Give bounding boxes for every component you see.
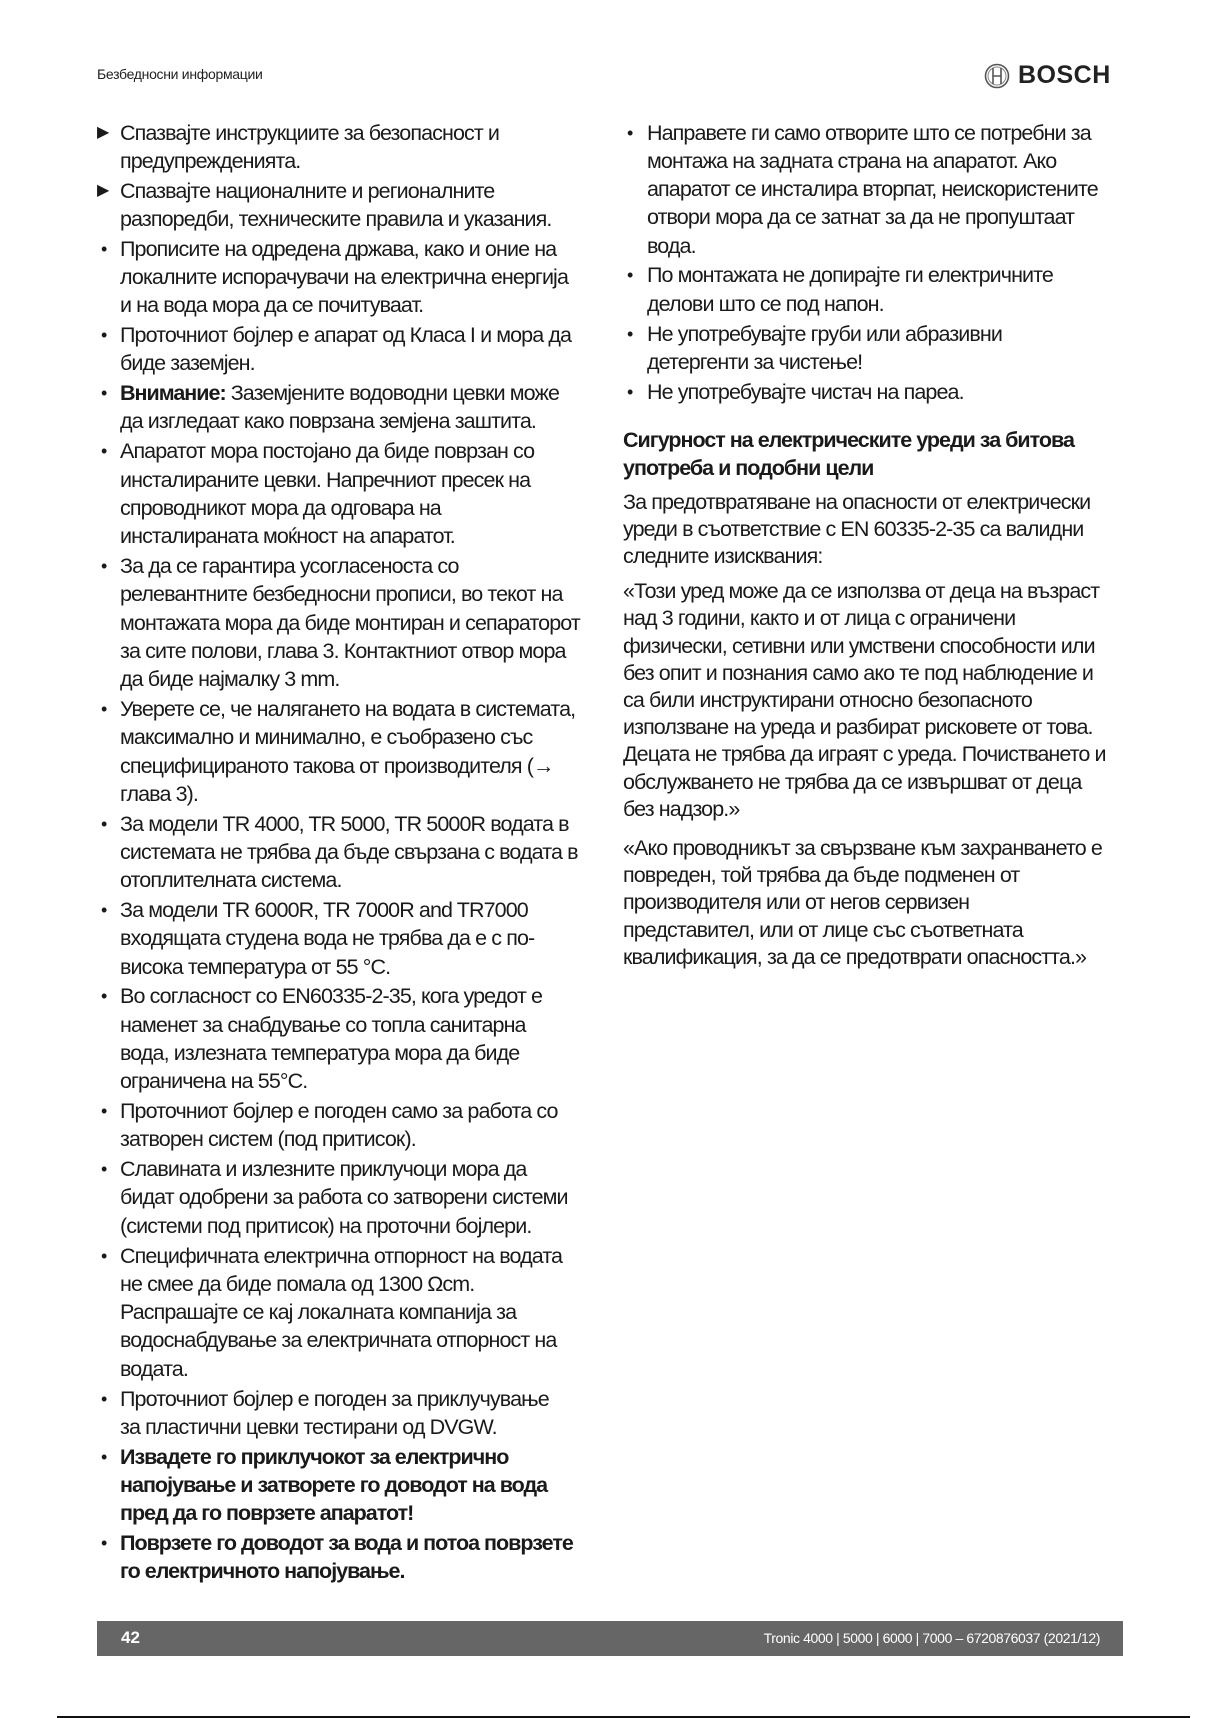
list-item-text <box>623 119 1123 260</box>
text-line: уреди в съответствие с EN 60335-2-35 са валидни <box>623 516 1084 541</box>
line-text: релевантните безбедносни прописи, во текот на <box>120 582 563 607</box>
text-line <box>120 665 597 693</box>
text-line: представител, или от лице със съответната <box>623 917 1023 942</box>
line-text: за сите полови, глава 3. Контактниот отвор мора <box>120 638 566 663</box>
text-line <box>647 290 1123 318</box>
line-text: Во согласност со EN60335-2-35, кога уредот е <box>120 984 543 1009</box>
line-text: глава 3). <box>120 781 198 806</box>
bullet-icon: • <box>101 325 108 346</box>
list-item-text <box>97 810 597 895</box>
line-text: Проточниот бојлер е апарат од Класа I и мора да <box>120 323 572 348</box>
text-line <box>120 407 597 435</box>
text-line <box>120 1039 597 1067</box>
bullet-icon: • <box>627 323 634 344</box>
text-line <box>120 1471 597 1499</box>
list-item <box>97 695 597 808</box>
list-item <box>623 261 1123 318</box>
text-line <box>120 1212 597 1240</box>
list-item-text <box>97 177 597 234</box>
line-text: По монтажата не допирајте ги електричните <box>647 263 1053 288</box>
bullet-icon: • <box>101 986 108 1007</box>
line-text: биде заземјен. <box>120 351 255 376</box>
bullet-icon: • <box>101 1245 108 1266</box>
text-line <box>120 1413 597 1441</box>
line-text: да изгледаат како поврзана земјена заштита. <box>120 409 536 434</box>
line-text: ограничена на 55°C. <box>120 1069 308 1094</box>
bullet-icon: • <box>101 555 108 576</box>
text-line <box>120 1183 597 1211</box>
text-line <box>120 1529 597 1557</box>
text-line <box>120 263 597 291</box>
line-text: За модели TR 4000, TR 5000, TR 5000R водата в <box>120 811 569 836</box>
line-text: отоплителната система. <box>120 868 342 893</box>
bosch-logo <box>984 61 1111 90</box>
text-line <box>647 348 1123 376</box>
list-item <box>97 1097 597 1154</box>
text-line <box>120 1499 597 1527</box>
triangle-bullet-icon: ▶ <box>97 123 110 141</box>
list-item <box>97 1443 597 1528</box>
line-text: го електричното напојување. <box>120 1559 405 1584</box>
page-footer <box>97 1621 1123 1656</box>
bullet-icon: • <box>101 1388 108 1409</box>
text-line <box>647 147 1123 175</box>
text-line <box>120 177 597 205</box>
page-number: 42 <box>121 1628 140 1647</box>
line-text: да биде најмалку 3 mm. <box>120 667 340 692</box>
line-text: делови што се под напон. <box>647 291 884 316</box>
warning-label: Внимание: <box>120 381 226 406</box>
text-line <box>647 320 1123 348</box>
line-text: Распрашајте се кај локалната компанија за <box>120 1300 517 1325</box>
text-line <box>120 147 597 175</box>
text-line: са били инструктирани относно безопасното <box>623 687 1032 712</box>
list-item-text <box>97 1443 597 1528</box>
text-line <box>120 752 597 780</box>
text-line <box>120 896 597 924</box>
list-item <box>97 982 597 1095</box>
text-line <box>120 1270 597 1298</box>
line-text: напојување и затворете го доводот на вода <box>120 1472 548 1497</box>
text-line <box>120 235 597 263</box>
text-line <box>120 1557 597 1585</box>
text-line <box>120 522 597 550</box>
line-text: апаратот се инсталира вторпат, неискористените <box>647 177 1098 202</box>
bullet-icon: • <box>627 122 634 143</box>
line-text: За модели TR 6000R, TR 7000R and TR7000 <box>120 898 528 923</box>
text-line <box>120 1298 597 1326</box>
bullet-icon: • <box>101 1159 108 1180</box>
line-text: системата не трябва да бъде свързана с водата в <box>120 839 578 864</box>
left-column <box>97 117 597 1586</box>
list-item <box>97 1242 597 1383</box>
line-text: Проточниот бојлер е погоден за приклучување <box>120 1386 549 1411</box>
text-line <box>120 838 597 866</box>
text-line <box>120 1385 597 1413</box>
text-line <box>120 291 597 319</box>
list-item-text <box>97 1097 597 1154</box>
list-item <box>623 320 1123 377</box>
text-line <box>647 203 1123 231</box>
text-line <box>647 232 1123 260</box>
list-item-text <box>97 379 597 436</box>
line-text: Уверете се, че налягането на водата в системата, <box>120 696 576 721</box>
line-text: Не употребувајте груби или абразивни <box>647 321 1002 346</box>
list-item <box>623 378 1123 406</box>
text-line <box>120 866 597 894</box>
line-text: за пластични цевки тестирани од DVGW. <box>120 1414 497 1439</box>
text-line <box>120 379 597 407</box>
text-line: физически, сетивни или умствени способности или <box>623 633 1095 658</box>
list-item <box>97 1385 597 1442</box>
text-line <box>120 552 597 580</box>
list-item-text <box>97 982 597 1095</box>
list-item-text <box>97 896 597 981</box>
line-text: (системи под притисок) на проточни бојлери. <box>120 1213 532 1238</box>
text-line: следните изисквания: <box>623 543 823 568</box>
paragraph <box>623 578 1123 823</box>
text-line <box>120 1097 597 1125</box>
list-item <box>97 810 597 895</box>
line-text: бидат одобрени за работа со затворени системи <box>120 1185 568 1210</box>
text-line: производителя или от негов сервизен <box>623 890 970 915</box>
bullet-icon: • <box>101 238 108 259</box>
text-line <box>120 695 597 723</box>
list-item <box>623 119 1123 260</box>
text-line <box>120 1011 597 1039</box>
text-line <box>120 494 597 522</box>
line-text: отвори мора да се затнат за да не пропуштаат <box>647 205 1075 230</box>
line-text: водоснабдување за електричната отпорност на <box>120 1328 557 1353</box>
list-item <box>97 1529 597 1586</box>
text-line <box>120 924 597 952</box>
text-line <box>120 609 597 637</box>
text-line: без опит и познания само ако те под наблюдение и <box>623 660 1093 685</box>
line-text: вода. <box>647 233 696 258</box>
list-item-text <box>623 378 1123 406</box>
right-column <box>623 117 1123 971</box>
list-item-text <box>97 437 597 550</box>
text-line <box>120 780 597 808</box>
line-text: Проточниот бојлер е погоден само за работа со <box>120 1099 558 1124</box>
text-line: повреден, той трябва да бъде подменен от <box>623 863 1020 888</box>
text-line <box>120 1242 597 1270</box>
section-heading <box>623 426 1123 483</box>
bullet-icon: • <box>627 381 634 402</box>
text-line <box>120 321 597 349</box>
bullet-icon: • <box>101 1101 108 1122</box>
text-line: «Този уред може да се използва от деца на възраст <box>623 579 1100 604</box>
line-text: детергенти за чистење! <box>647 349 863 374</box>
line-text: Не употребувајте чистач на пареа. <box>647 379 964 404</box>
line-text: Извадете го приклучокот за електрично <box>120 1444 509 1469</box>
text-line: «Ако проводникът за свързване към захранването е <box>623 836 1102 860</box>
text-line <box>120 1326 597 1354</box>
text-line <box>120 810 597 838</box>
paragraph <box>623 489 1123 571</box>
line-text: предупрежденията. <box>120 148 301 173</box>
text-line <box>647 261 1123 289</box>
line-text: Заземјените водоводни цевки може <box>225 381 560 406</box>
text-line <box>120 1155 597 1183</box>
text-line: Децата не трябва да играят с уреда. Почистването и <box>623 742 1106 767</box>
line-text: максимално и минимално, е съобразено със <box>120 725 533 750</box>
line-text: водата. <box>120 1356 188 1381</box>
text-line: квалификация, за да се предотврати опасността.» <box>623 944 1087 969</box>
line-text: затворен систем (под притисок). <box>120 1127 416 1152</box>
document-info: Tronic 4000 | 5000 | 6000 | 7000 – 6720876037 (2021/12) <box>763 1630 1100 1646</box>
bullet-icon: • <box>101 1446 108 1467</box>
bullet-icon: • <box>627 265 634 286</box>
text-line <box>120 1443 597 1471</box>
line-text: и на вода мора да се почитуваат. <box>120 293 424 318</box>
list-item <box>97 379 597 436</box>
line-text: разпоредби, техническите правила и указания. <box>120 206 552 231</box>
line-text: пред да го поврзете апаратот! <box>120 1501 414 1526</box>
list-item <box>97 896 597 981</box>
list-item <box>97 119 597 176</box>
text-line: За предотвратяване на опасности от електрически <box>623 489 1091 514</box>
list-item <box>97 321 597 378</box>
list-item-text <box>97 119 597 176</box>
text-line <box>120 437 597 465</box>
list-item-text <box>97 1155 597 1240</box>
line-text: Спазвајте инструкциите за безопасност и <box>120 120 499 145</box>
text-line <box>647 378 1123 406</box>
text-line <box>120 1067 597 1095</box>
bullet-icon: • <box>101 813 108 834</box>
bosch-armature-icon <box>984 63 1010 89</box>
line-text: входящата студена вода не трябва да е с по- <box>120 926 535 951</box>
line-text: За да се гарантира усогласеноста со <box>120 553 459 578</box>
bullet-icon: • <box>101 1533 108 1554</box>
list-item-text <box>97 235 597 320</box>
line-text: не смее да биде помала од 1300 Ωcm. <box>120 1271 475 1296</box>
text-line <box>120 119 597 147</box>
line-text: специфицираното такова от производителя (→ <box>120 753 554 778</box>
list-item-text <box>97 1385 597 1442</box>
triangle-bullet-icon: ▶ <box>97 181 110 199</box>
text-line <box>120 349 597 377</box>
text-line: обслужването не трябва да се извършват от деца <box>623 769 1082 794</box>
text-line <box>120 953 597 981</box>
line-text: Поврзете го доводот за вода и потоа поврзете <box>120 1531 573 1556</box>
list-item-text <box>97 695 597 808</box>
line-text: инсталираните цевки. Напречниот пресек на <box>120 467 531 492</box>
text-line <box>120 466 597 494</box>
list-item-text <box>97 552 597 693</box>
line-text: Спазвајте националните и регионалните <box>120 178 495 203</box>
list-item <box>97 235 597 320</box>
list-item-text <box>97 1529 597 1586</box>
line-text: Славината и излезните приклучоци мора да <box>120 1157 527 1182</box>
text-line <box>120 723 597 751</box>
line-text: инсталираната моќност на апаратот. <box>120 524 455 549</box>
text-line <box>647 175 1123 203</box>
line-text: монтажата мора да биде монтиран и сепараторот <box>120 610 580 635</box>
text-line <box>120 205 597 233</box>
list-item-text <box>623 261 1123 318</box>
line-text: Апаратот мора постојано да биде поврзан со <box>120 439 535 464</box>
line-text: наменет за снабдување со топла санитарна <box>120 1012 526 1037</box>
text-line: използване на уреда и разбират рисковете от това. <box>623 715 1093 740</box>
text-line <box>120 580 597 608</box>
paragraph <box>623 835 1123 971</box>
bullet-icon: • <box>101 698 108 719</box>
heading-line: Сигурност на електрическите уреди за битова <box>623 427 1074 452</box>
text-line <box>120 637 597 665</box>
bullet-icon: • <box>101 900 108 921</box>
page-header-title: Безбедносни информации <box>97 66 263 82</box>
list-item <box>97 1155 597 1240</box>
list-item-text <box>97 1242 597 1383</box>
text-line <box>120 982 597 1010</box>
bosch-logo-text: BOSCH <box>1018 61 1111 89</box>
text-line <box>120 1125 597 1153</box>
list-item <box>97 552 597 693</box>
text-line: без надзор.» <box>623 796 740 821</box>
list-item <box>97 437 597 550</box>
text-line <box>120 1355 597 1383</box>
heading-line: употреба и подобни цели <box>623 456 874 481</box>
list-item <box>97 177 597 234</box>
line-text: монтажа на задната страна на апаратот. Ако <box>647 148 1057 173</box>
bullet-icon: • <box>101 383 108 404</box>
line-text: Прописите на одредена држава, како и оние на <box>120 236 557 261</box>
text-line <box>647 119 1123 147</box>
list-item-text <box>623 320 1123 377</box>
bullet-icon: • <box>101 441 108 462</box>
line-text: локалните испорачувачи на електрична енергија <box>120 264 568 289</box>
line-text: спроводникот мора да одговара на <box>120 495 441 520</box>
line-text: Направете ги само отворите што се потребни за <box>647 120 1091 145</box>
line-text: висока температура от 55 °C. <box>120 954 391 979</box>
list-item-text <box>97 321 597 378</box>
line-text: Специфичната електрична отпорност на водата <box>120 1243 563 1268</box>
text-line: над 3 години, както и от лица с ограничени <box>623 606 1016 631</box>
line-text: вода, излезната температура мора да биде <box>120 1041 520 1065</box>
